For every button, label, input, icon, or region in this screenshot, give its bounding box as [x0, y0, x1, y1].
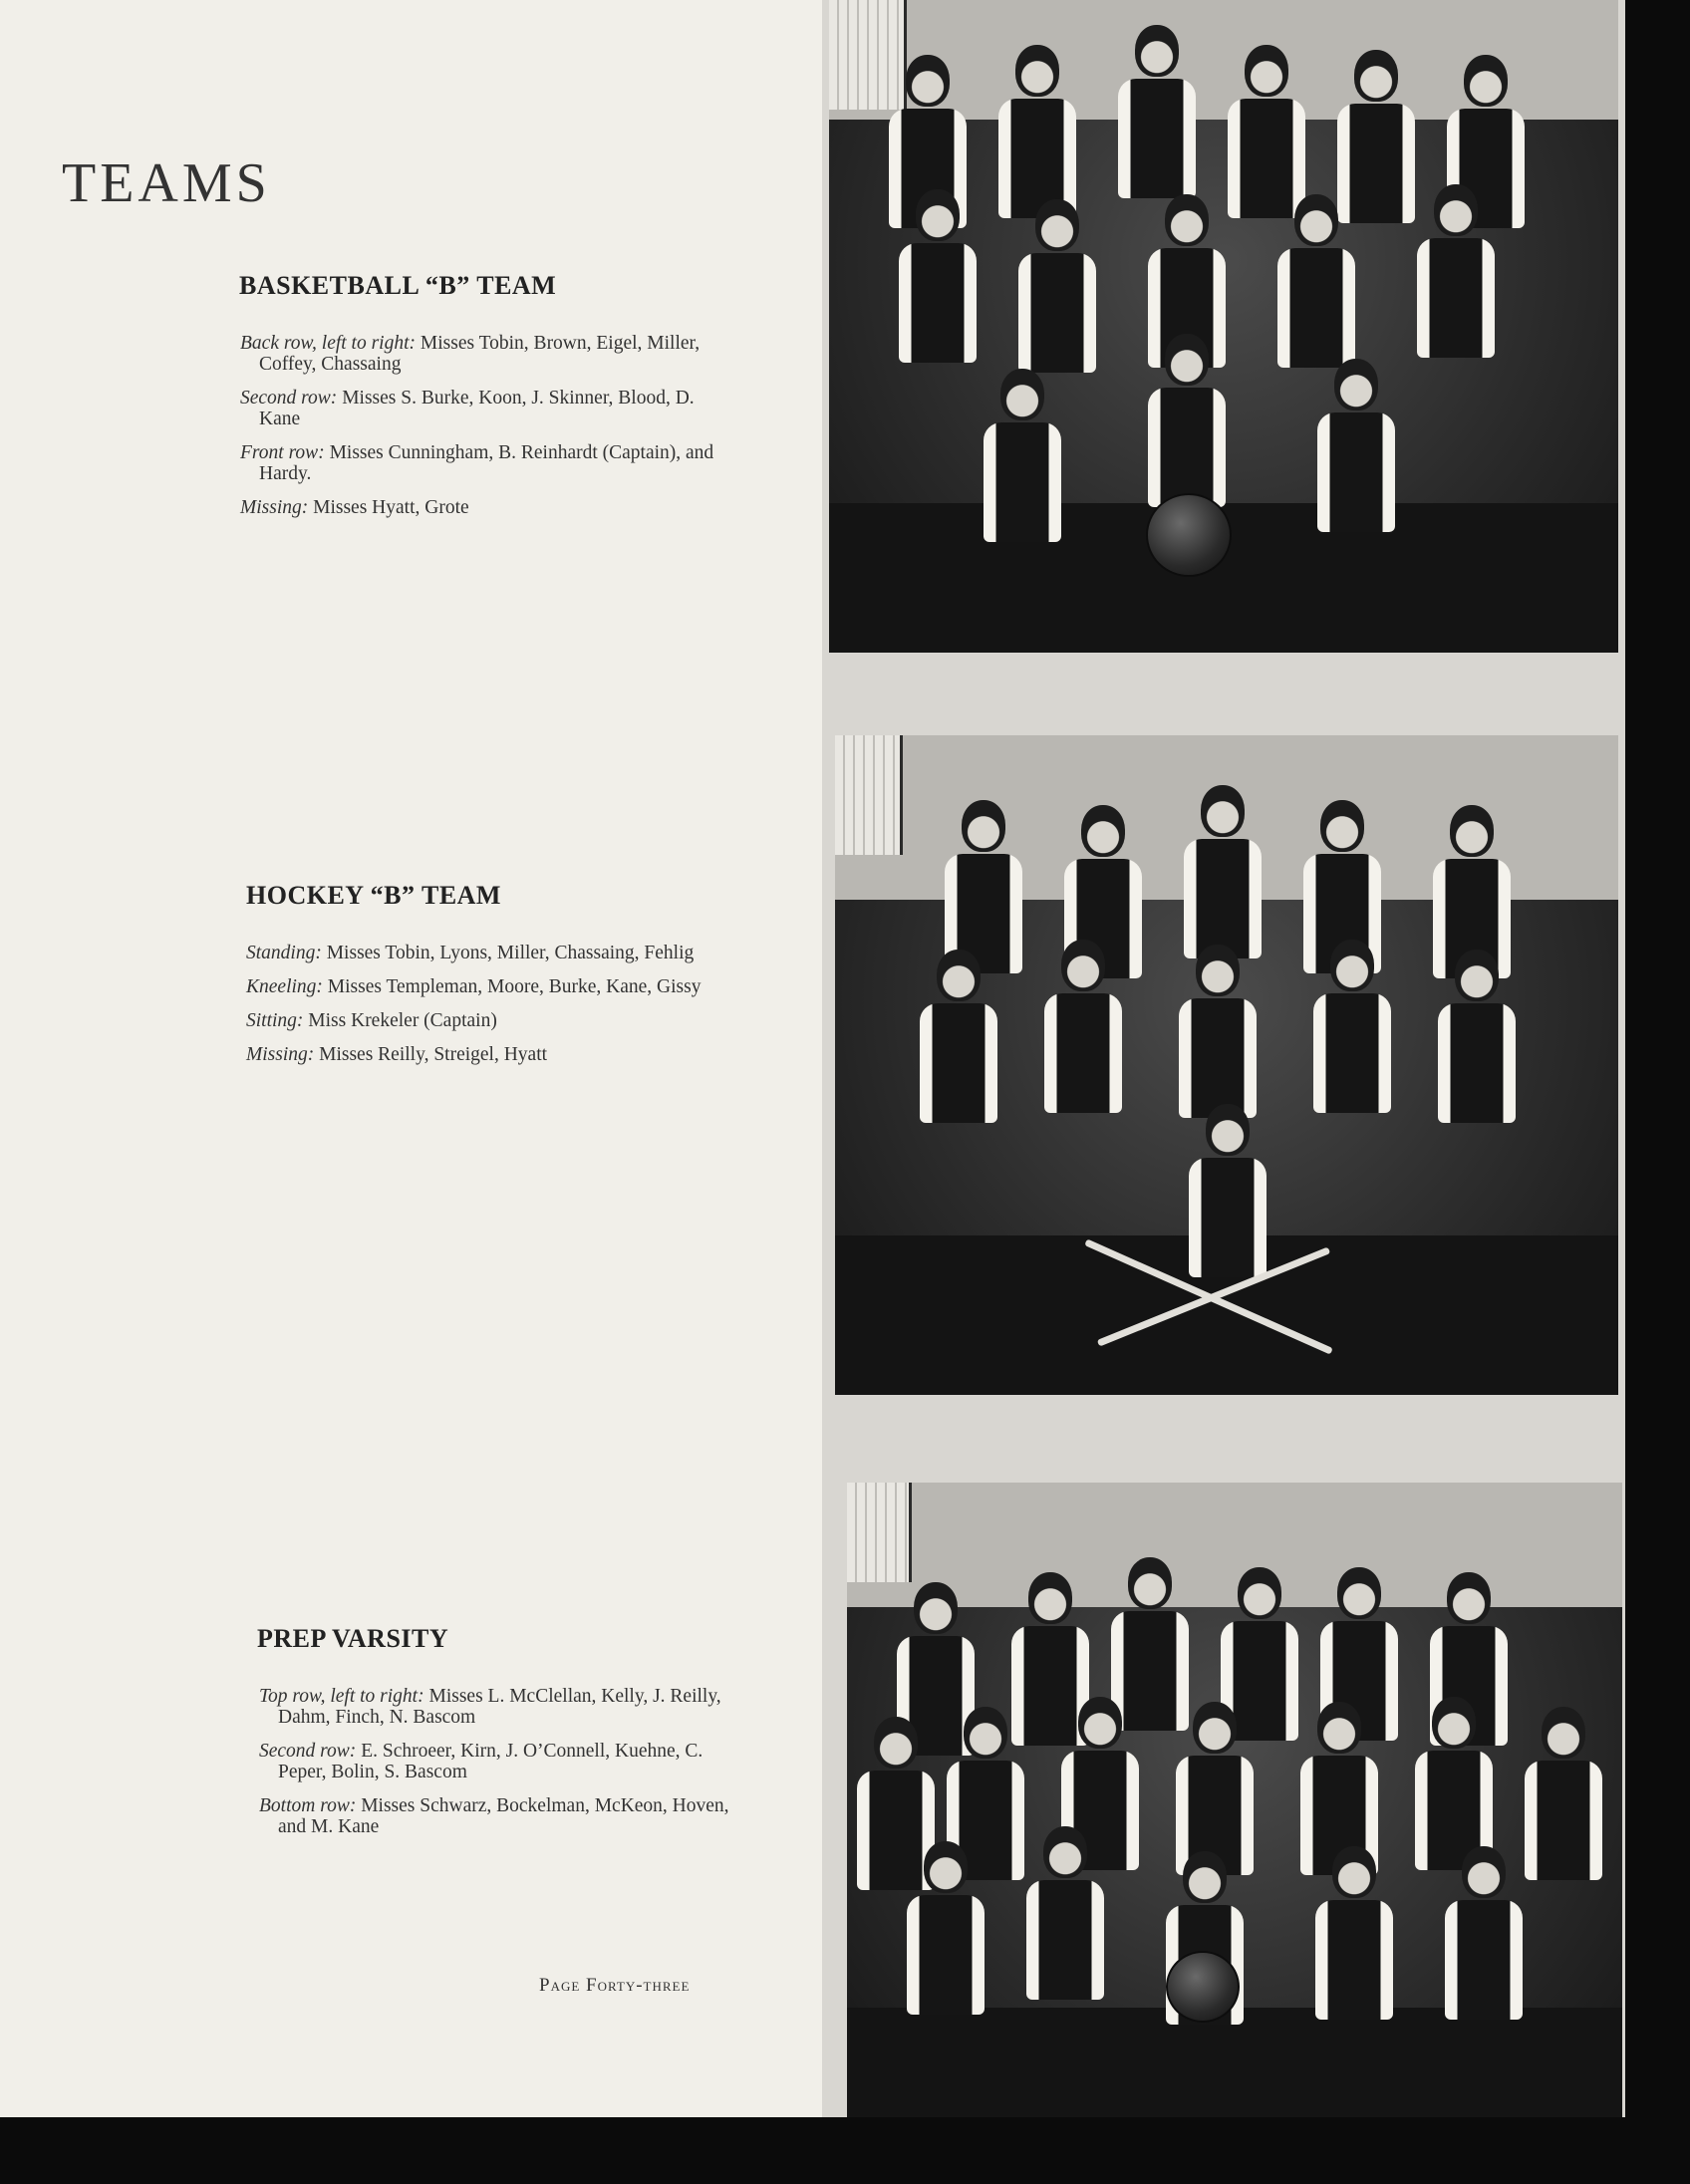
roster-label: Missing: — [240, 497, 309, 518]
player-figure — [1417, 184, 1495, 358]
player-figure — [984, 369, 1061, 542]
player-figure — [920, 950, 997, 1123]
roster-names: E. Schroeer, Kirn, J. O’Connell, Kuehne, C. Peper, Bolin, S. Bascom — [278, 1741, 704, 1782]
roster-label: Top row, left to right: — [259, 1686, 424, 1707]
player-figure — [1184, 785, 1262, 958]
player-figure — [1317, 359, 1395, 532]
roster-label: Back row, left to right: — [240, 333, 417, 354]
page-folio: Page Forty-three — [539, 1975, 691, 1996]
roster-label: Missing: — [246, 1044, 315, 1065]
player-figure — [1313, 940, 1391, 1113]
basketball-team-photo — [829, 0, 1618, 653]
roster-entry — [240, 333, 728, 375]
player-figure — [1018, 199, 1096, 373]
roster-names: Misses Reilly, Streigel, Hyatt — [314, 1044, 548, 1065]
roster-label: Front row: — [240, 442, 325, 463]
left-page — [0, 0, 852, 2117]
roster-names: Misses S. Burke, Koon, J. Skinner, Blood, D. Kane — [259, 388, 695, 429]
roster-entry — [246, 943, 734, 963]
hockey-team-photo — [835, 735, 1618, 1395]
roster-label: Sitting: — [246, 1010, 304, 1031]
hockey-b-team-title: HOCKEY “B” TEAM — [246, 881, 501, 910]
player-figure — [1415, 1697, 1493, 1870]
roster-names: Miss Krekeler (Captain) — [303, 1010, 497, 1031]
roster-names: Misses Cunningham, B. Reinhardt (Captain), and Hardy. — [259, 442, 714, 484]
player-figure — [1315, 1846, 1393, 2020]
player-figure — [998, 45, 1076, 218]
player-figure — [1228, 45, 1305, 218]
window — [835, 735, 903, 855]
player-figure — [1176, 1702, 1254, 1875]
roster-entry — [246, 1044, 734, 1065]
player-figure — [1118, 25, 1196, 198]
roster-names: Misses Templeman, Moore, Burke, Kane, Gissy — [322, 976, 702, 997]
basketball — [1146, 493, 1232, 577]
roster-names: Misses Hyatt, Grote — [308, 497, 469, 518]
roster-names: Misses Tobin, Brown, Eigel, Miller, Coffey, Chassaing — [259, 333, 701, 375]
roster-entry — [240, 497, 728, 518]
roster-label: Second row: — [259, 1741, 357, 1762]
roster-label: Standing: — [246, 943, 322, 963]
photo-panel — [822, 0, 1625, 2117]
roster-label: Bottom row: — [259, 1795, 357, 1816]
player-figure — [1026, 1826, 1104, 2000]
roster-entry — [259, 1741, 747, 1782]
prep-varsity-roster — [259, 1686, 747, 1850]
roster-entry — [240, 442, 728, 484]
player-figure — [945, 800, 1022, 973]
player-figure — [1179, 945, 1257, 1118]
prep-varsity-title: PREP VARSITY — [257, 1624, 449, 1653]
roster-entry — [246, 976, 734, 997]
page-heading: TEAMS — [62, 152, 271, 214]
window — [847, 1483, 912, 1582]
roster-names: Misses Tobin, Lyons, Miller, Chassaing, Fehlig — [321, 943, 695, 963]
player-figure — [1438, 950, 1516, 1123]
player-figure — [907, 1841, 985, 2015]
prep-varsity-photo — [847, 1483, 1622, 2117]
roster-entry — [240, 388, 728, 429]
player-figure — [1277, 194, 1355, 368]
roster-names: Misses L. McClellan, Kelly, J. Reilly, Dahm, Finch, N. Bascom — [278, 1686, 721, 1728]
player-figure — [1148, 334, 1226, 507]
player-figure — [1525, 1707, 1602, 1880]
player-figure — [1445, 1846, 1523, 2020]
basketball-b-team-title: BASKETBALL “B” TEAM — [239, 271, 557, 300]
hockey-b-team-roster — [246, 943, 734, 1078]
roster-entry — [259, 1686, 747, 1728]
player-figure — [1189, 1104, 1267, 1277]
player-figure — [899, 189, 977, 363]
roster-names: Misses Schwarz, Bockelman, McKeon, Hoven, and M. Kane — [278, 1795, 729, 1837]
roster-entry — [246, 1010, 734, 1031]
roster-label: Second row: — [240, 388, 338, 409]
basketball-b-team-roster — [240, 333, 728, 531]
roster-label: Kneeling: — [246, 976, 323, 997]
basketball — [1166, 1951, 1240, 2023]
player-figure — [1044, 940, 1122, 1113]
roster-entry — [259, 1795, 747, 1837]
